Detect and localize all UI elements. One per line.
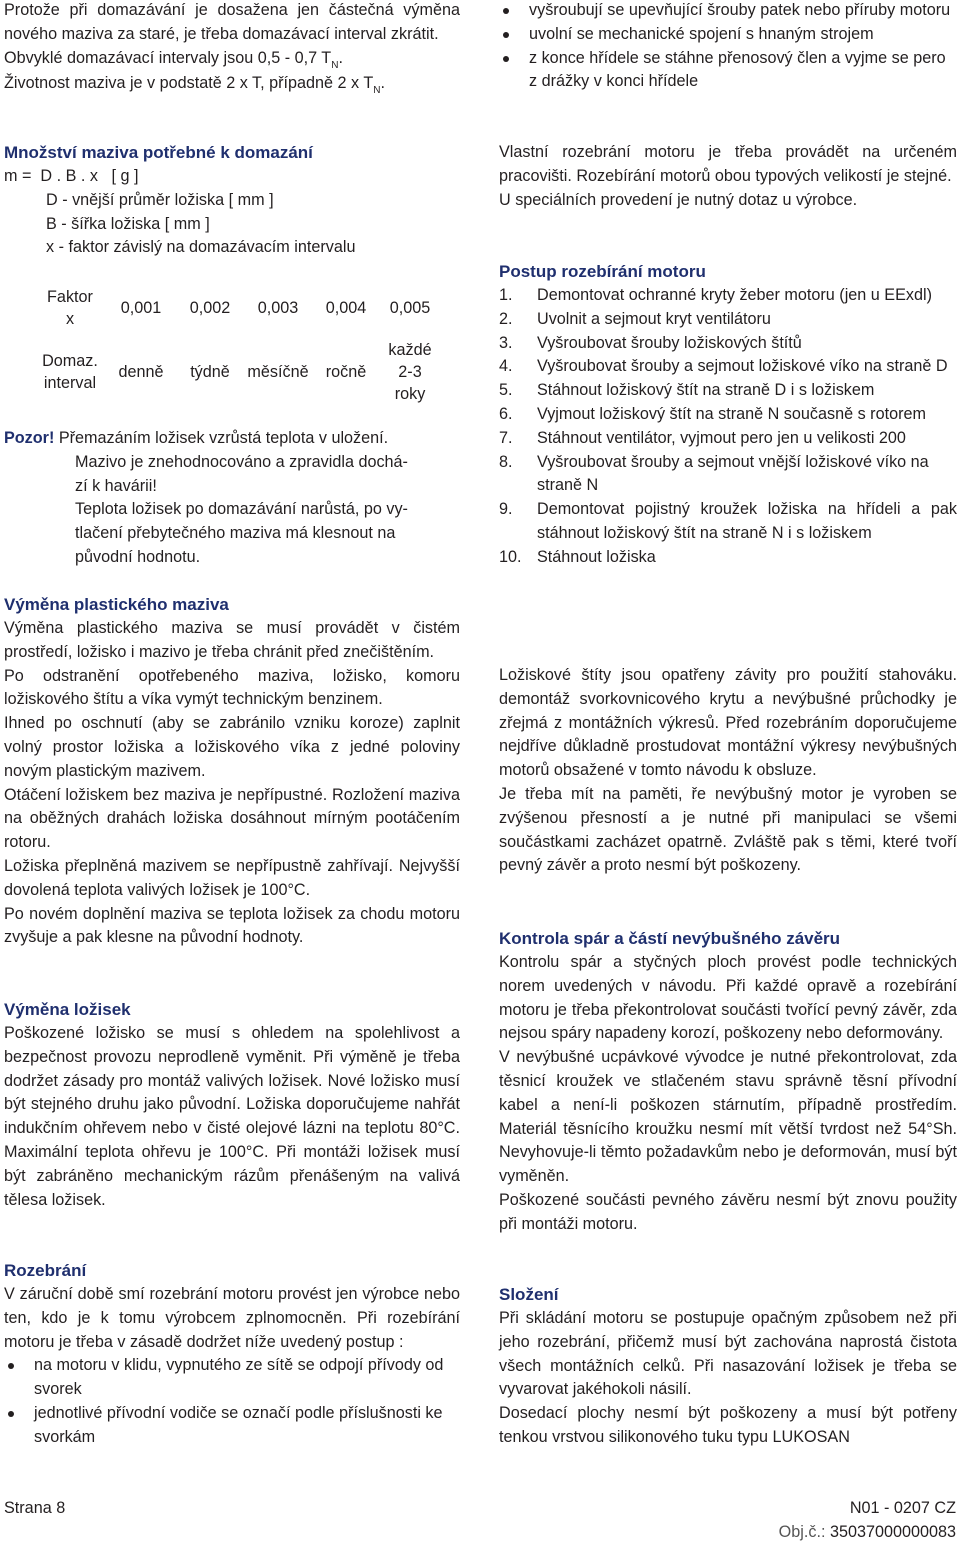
plastic-paragraph: Ihned po oschnutí (aby se zabránilo vzniku koroze) zaplnit volný prostor ložiska a ložiskového víka z jedné poloviny novým plastickým mazivem. xyxy=(4,714,460,780)
table-row-label xyxy=(34,283,106,333)
step-text: Stáhnout ložiskový štít na straně D i s ložiskem xyxy=(537,381,875,400)
document-code: N01 - 0207 CZ xyxy=(849,1499,956,1517)
intervals-text: Obvyklé domazávací intervaly jsou 0,5 - 0,7 T xyxy=(4,48,332,67)
warning-text: Teplota ložisek po domazávání narůstá, po vy- xyxy=(75,500,408,519)
bearings-section xyxy=(4,998,460,1212)
table-cell: 0,002 xyxy=(189,299,231,317)
gaps-heading: Kontrola spár a částí nevýbušného závěru xyxy=(499,929,841,948)
caution-paragraph: Je třeba mít na paměti, ře nevýbušný motor je vyroben se zvýšenou přesností a je nutné při manipulaci se všemi součástkami zacházet opatrně. Zvláště pak s těmi, které tvoří pevný závěr a proto nesmí být poškozeny. xyxy=(499,784,957,875)
list-item: z konce hřídele se stáhne přenosový člen a vyjme se pero z drážky v konci hřídele xyxy=(499,47,957,95)
table-cell: 0,005 xyxy=(389,299,431,317)
assembly-paragraph: Při skládání motoru se postupuje opačným způsobem než při jeho rozebrání, přičemž musí být zachována naprostá čistota všech montážních celků. Při nasazování ložisek je třeba se vyvarovat jakéhokoli násilí. xyxy=(499,1309,957,1399)
step-text: Vyjmout ložiskový štít na straně N současně s rotorem xyxy=(537,404,926,423)
order-number xyxy=(779,1521,956,1545)
table-cell: denně xyxy=(118,363,164,381)
page-number: Strana 8 xyxy=(4,1499,66,1517)
lifetime-text: Životnost maziva je v podstatě 2 x T, případně 2 x T xyxy=(4,74,374,93)
list-item: jednotlivé přívodní vodiče se označí podle příslušnosti ke svorkám xyxy=(4,1402,460,1450)
table-cell: 0,001 xyxy=(120,299,162,317)
subscript-n: N xyxy=(373,85,381,97)
step-number: 9. xyxy=(499,500,513,519)
procedure-steps xyxy=(499,284,957,570)
amount-heading: Množství maziva potřebné k domazání xyxy=(4,143,313,162)
step-number: 6. xyxy=(499,404,513,423)
order-label: Obj.č.: xyxy=(778,1523,826,1541)
step-text: Vyšroubovat šrouby a sejmout ložiskové víko na straně D xyxy=(537,357,948,376)
disassembly-bullets xyxy=(4,1354,460,1449)
list-item xyxy=(499,355,957,379)
continued-bullets xyxy=(499,0,957,94)
table-cell: týdně xyxy=(190,363,230,381)
definition-x: x - faktor závislý na domazávacím intervalu xyxy=(46,238,356,257)
label-line: x xyxy=(65,310,75,328)
label-line: interval xyxy=(43,374,97,392)
cell-line: každé xyxy=(388,341,432,359)
label-line: Faktor xyxy=(47,288,93,306)
bearings-paragraph: Poškozené ložisko se musí s ohledem na spolehlivost a bezpečnost provozu neprodleně vyměnit. Při výměně je třeba dodržet zásady pro montáž valivých ložisek. Nové ložisko musí být stejného druhu jako původní. Ložiska doporučujeme nahřát indukčním ohřevem nebo v čisté olejové lázni na teplotu 80°C. Maximální teplota ohřevu je 100°C. Při montáži ložisek musí být zabráněno mechanickým rázům přenášeným na valivá tělesa ložisek. xyxy=(4,1024,460,1209)
list-item xyxy=(499,379,957,403)
warning-text: Přemazáním ložisek vzrůstá teplota v uložení. xyxy=(58,429,389,447)
table-row-label xyxy=(34,333,106,411)
step-text: Demontovat ochranné kryty žeber motoru (jen u EExdl) xyxy=(537,286,932,304)
list-item xyxy=(499,284,957,308)
list-item xyxy=(499,403,957,427)
warning-line xyxy=(4,427,460,451)
shields-section xyxy=(499,664,957,878)
step-text: Uvolnit a sejmout kryt ventilátoru xyxy=(537,309,771,328)
list-item xyxy=(499,308,957,332)
special-paragraph: U speciálních provedení je nutný dotaz u výrobce. xyxy=(499,190,858,209)
step-number: 3. xyxy=(499,333,513,352)
plastic-paragraph: Otáčení ložiskem bez maziva je nepřípustné. Rozložení maziva na oběžných drahách ložiska dosáhnout mírným pootáčením rotoru. xyxy=(4,785,460,852)
table-cell: 0,003 xyxy=(257,299,299,317)
plastic-paragraph: Po novém doplnění maziva se teplota ložisek za chodu motoru zvyšuje a pak klesne na původní hodnoty. xyxy=(4,904,460,947)
plastic-heading: Výměna plastického maziva xyxy=(4,595,229,614)
warning-text: tlačení přebytečného maziva má klesnout na xyxy=(75,524,396,543)
list-item: na motoru v klidu, vypnutého ze sítě se odpojí přívody od svorek xyxy=(4,1354,460,1402)
intro-paragraph: Protože při domazávání je dosažena jen částečná výměna nového maziva za staré, je třeba domazávací interval zkrátit. xyxy=(4,1,460,43)
disassembly-section xyxy=(4,1259,460,1450)
step-number: 5. xyxy=(499,381,513,400)
cell-line: roky xyxy=(394,385,426,403)
disassembly-heading: Rozebrání xyxy=(4,1261,87,1280)
shields-paragraph: Ložiskové štíty jsou opatřeny závity pro použití stahováku. demontáž svorkovnicového krytu a nevýbušné průchodky je zřejmá z montážních výkresů. Před rozebráním doporučujeme nejdříve důkladně prostudovat montážní výkresy nevýbušných motorů obsažené v tomto návodu k obsluze. xyxy=(499,666,957,780)
subscript-n: N xyxy=(331,59,339,71)
intervals-line xyxy=(4,47,460,73)
warning-label: Pozor xyxy=(4,429,49,447)
workplace-paragraph: Vlastní rozebrání motoru je třeba provádět na určeném pracovišti. Rozebírání motorů obou typových velikostí je stejné. xyxy=(499,143,957,185)
intro-section xyxy=(4,0,460,98)
warning-text: Mazivo je znehodnocováno a zpravidla dochá- xyxy=(75,452,408,471)
assembly-heading: Složení xyxy=(499,1285,559,1304)
step-text: Demontovat pojistný kroužek ložiska na hřídeli a pak stáhnout ložiskový štít na straně N i s ložiskem xyxy=(537,500,957,542)
formula: m = D . B . x [ g ] xyxy=(4,167,139,185)
step-number: 8. xyxy=(499,452,513,471)
plastic-section xyxy=(4,593,460,950)
gaps-section xyxy=(499,927,957,1237)
procedure-heading: Postup rozebírání motoru xyxy=(499,262,706,281)
step-number: 1. xyxy=(499,286,513,304)
disassembly-paragraph: V záruční době smí rozebrání motoru provést jen výrobce nebo ten, kdo je k tomu výrobcem zplnomocněn. Při rozebírání motoru je třeba v zásadě dodržet níže uvedený postup : xyxy=(4,1285,460,1351)
table-cell: měsíčně xyxy=(247,363,309,381)
workplace-section xyxy=(499,141,957,212)
warning-text: původní hodnotu. xyxy=(75,547,201,566)
step-text: Stáhnout ventilátor, vyjmout pero jen u velikosti 200 xyxy=(537,428,906,447)
list-item: uvolní se mechanické spojení s hnaným strojem xyxy=(499,23,957,47)
step-number: 4. xyxy=(499,357,513,376)
step-number: 10. xyxy=(499,547,522,566)
table-row xyxy=(34,333,440,411)
warning-mark: ! xyxy=(48,429,55,447)
list-item xyxy=(499,546,957,570)
gaps-paragraph: V nevýbušné ucpávkové vývodce je nutné překontrolovat, zda těsnicí kroužek ve stlačeném stavu správně těsní přívodní kabel a není-li poškozen stárnutím, případně prostředím. Materiál těsnícího kroužku nesmí mít větší tvrdost než 54°Sh. Nevyhovuje-li těmto požadavkům nebo je deformován, musí být vyměněn. xyxy=(499,1048,957,1186)
warning-text: zí k havárii! xyxy=(75,476,157,495)
plastic-paragraph: Ložiska přeplněná mazivem se nepřípustně zahřívají. Nejvyšší dovolená teplota valivých ložisek je 100°C. xyxy=(4,856,460,899)
label-line: Domaz. xyxy=(42,352,98,370)
list-item: vyšroubují se upevňující šrouby patek nebo příruby motoru xyxy=(499,0,957,23)
table-row xyxy=(34,283,440,333)
step-number: 2. xyxy=(499,309,513,328)
step-number: 7. xyxy=(499,428,513,447)
lifetime-line xyxy=(4,72,460,98)
warning-block xyxy=(4,427,460,570)
lubrication-factor-table xyxy=(34,283,440,411)
bearings-heading: Výměna ložisek xyxy=(4,1000,131,1019)
step-text: Stáhnout ložiska xyxy=(537,547,656,566)
plastic-paragraph: Po odstranění opotřebeného maziva, ložisko, komoru ložiskového štítu a víka vymýt technickým benzinem. xyxy=(4,666,460,709)
gaps-paragraph: Poškozené součásti pevného závěru nesmí být znovu použity při montáži motoru. xyxy=(499,1190,957,1233)
order-value: 35037000000083 xyxy=(829,1523,956,1541)
list-item xyxy=(499,332,957,356)
definition-d: D - vnější průměr ložiska [ mm ] xyxy=(46,190,274,209)
table-cell: ročně xyxy=(325,363,367,381)
table-cell: 0,004 xyxy=(325,299,367,317)
period: . xyxy=(338,48,343,67)
definition-b: B - šířka ložiska [ mm ] xyxy=(46,214,210,233)
period: . xyxy=(380,74,385,93)
cell-line: 2-3 xyxy=(398,363,422,381)
assembly-paragraph: Dosedací plochy nesmí být poškozeny a musí být potřeny tenkou vrstvou silikonového tuku typu LUKOSAN xyxy=(499,1404,957,1446)
step-text: Vyšroubovat šrouby a sejmout vnější ložiskové víko na straně N xyxy=(537,452,929,495)
list-item xyxy=(499,451,957,499)
gaps-paragraph: Kontrolu spár a styčných ploch provést podle technických norem uvedených v návodu. Při každé opravě a rozebírání motoru je třeba překontrolovat součásti tvořící pevný závěr, zda nejsou spáry napadeny korozí, poškozeny nebo deformovány. xyxy=(499,953,957,1043)
amount-section xyxy=(4,141,460,260)
list-item xyxy=(499,427,957,451)
list-item xyxy=(499,498,957,546)
procedure-section xyxy=(499,260,957,570)
step-text: Vyšroubovat šrouby ložiskových štítů xyxy=(537,333,802,352)
table-cell xyxy=(380,333,440,411)
assembly-section xyxy=(499,1283,957,1450)
plastic-paragraph: Výměna plastického maziva se musí provádět v čistém prostředí, ložisko i mazivo je třeba chránit před znečištěním. xyxy=(4,619,460,661)
